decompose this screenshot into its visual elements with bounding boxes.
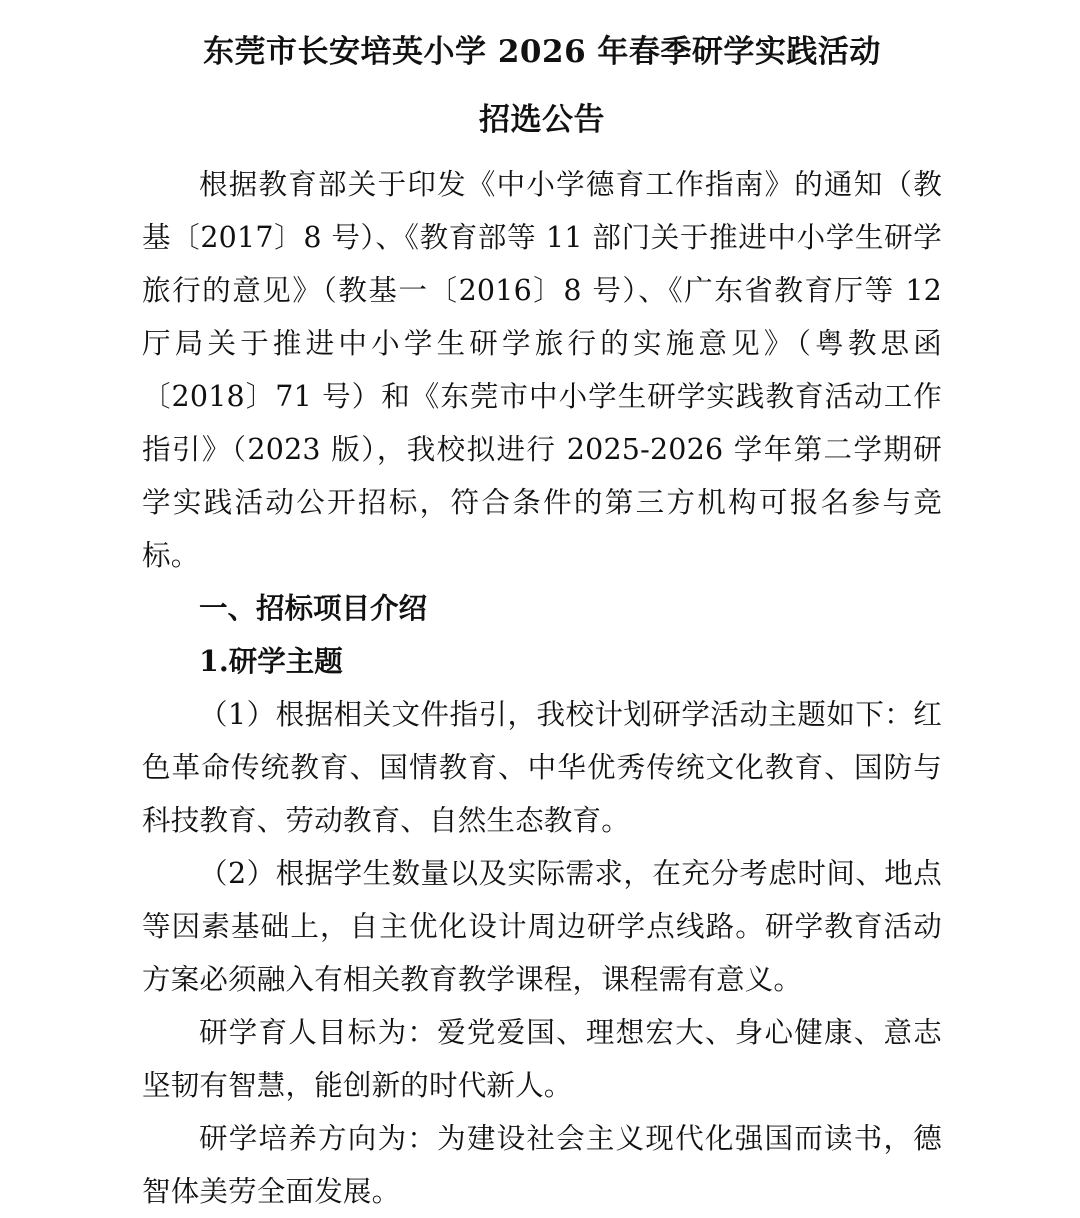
section-heading-project-intro: 一、招标项目介绍 — [199, 592, 428, 625]
document-title-line2: 招选公告 — [479, 102, 605, 138]
subsection-heading-research-theme: 1.研学主题 — [199, 644, 343, 678]
education-goal-paragraph: 研学育人目标为：爱党爱国、理想宏大、身心健康、意志坚韧有智慧，能创新的时代新人。 — [142, 1016, 942, 1102]
theme-item-1: （1）根据相关文件指引，我校计划研学活动主题如下：红色革命传统教育、国情教育、中华优秀传统文化教育、国防与科技教育、劳动教育、自然生态教育。 — [142, 698, 942, 837]
theme-item-2: （2）根据学生数量以及实际需求，在充分考虑时间、地点等因素基础上，自主优化设计周边研学点线路。研学教育活动方案必须融入有相关教育教学课程，课程需有意义。 — [142, 857, 942, 996]
intro-paragraph: 根据教育部关于印发《中小学德育工作指南》的通知（教基〔2017〕8 号）、《教育部等 11 部门关于推进中小学生研学旅行的意见》（教基一〔2016〕8 号）、《广东省教育厅等 12 厅局关于推进中小学生研学旅行的实施意见》（粤教思函〔2018〕71 号）和《东莞市中小学生研学实践教育活动工作指引》（2023 版），我校拟进行 2025-2026 学年第二学期研学实践活动公开招标，符合条件的第三方机构可报名参与竞标。 — [142, 168, 942, 572]
document-title-line1: 东莞市长安培英小学 2026 年春季研学实践活动 — [203, 34, 881, 70]
training-direction-paragraph: 研学培养方向为：为建设社会主义现代化强国而读书，德智体美劳全面发展。 — [142, 1122, 942, 1208]
